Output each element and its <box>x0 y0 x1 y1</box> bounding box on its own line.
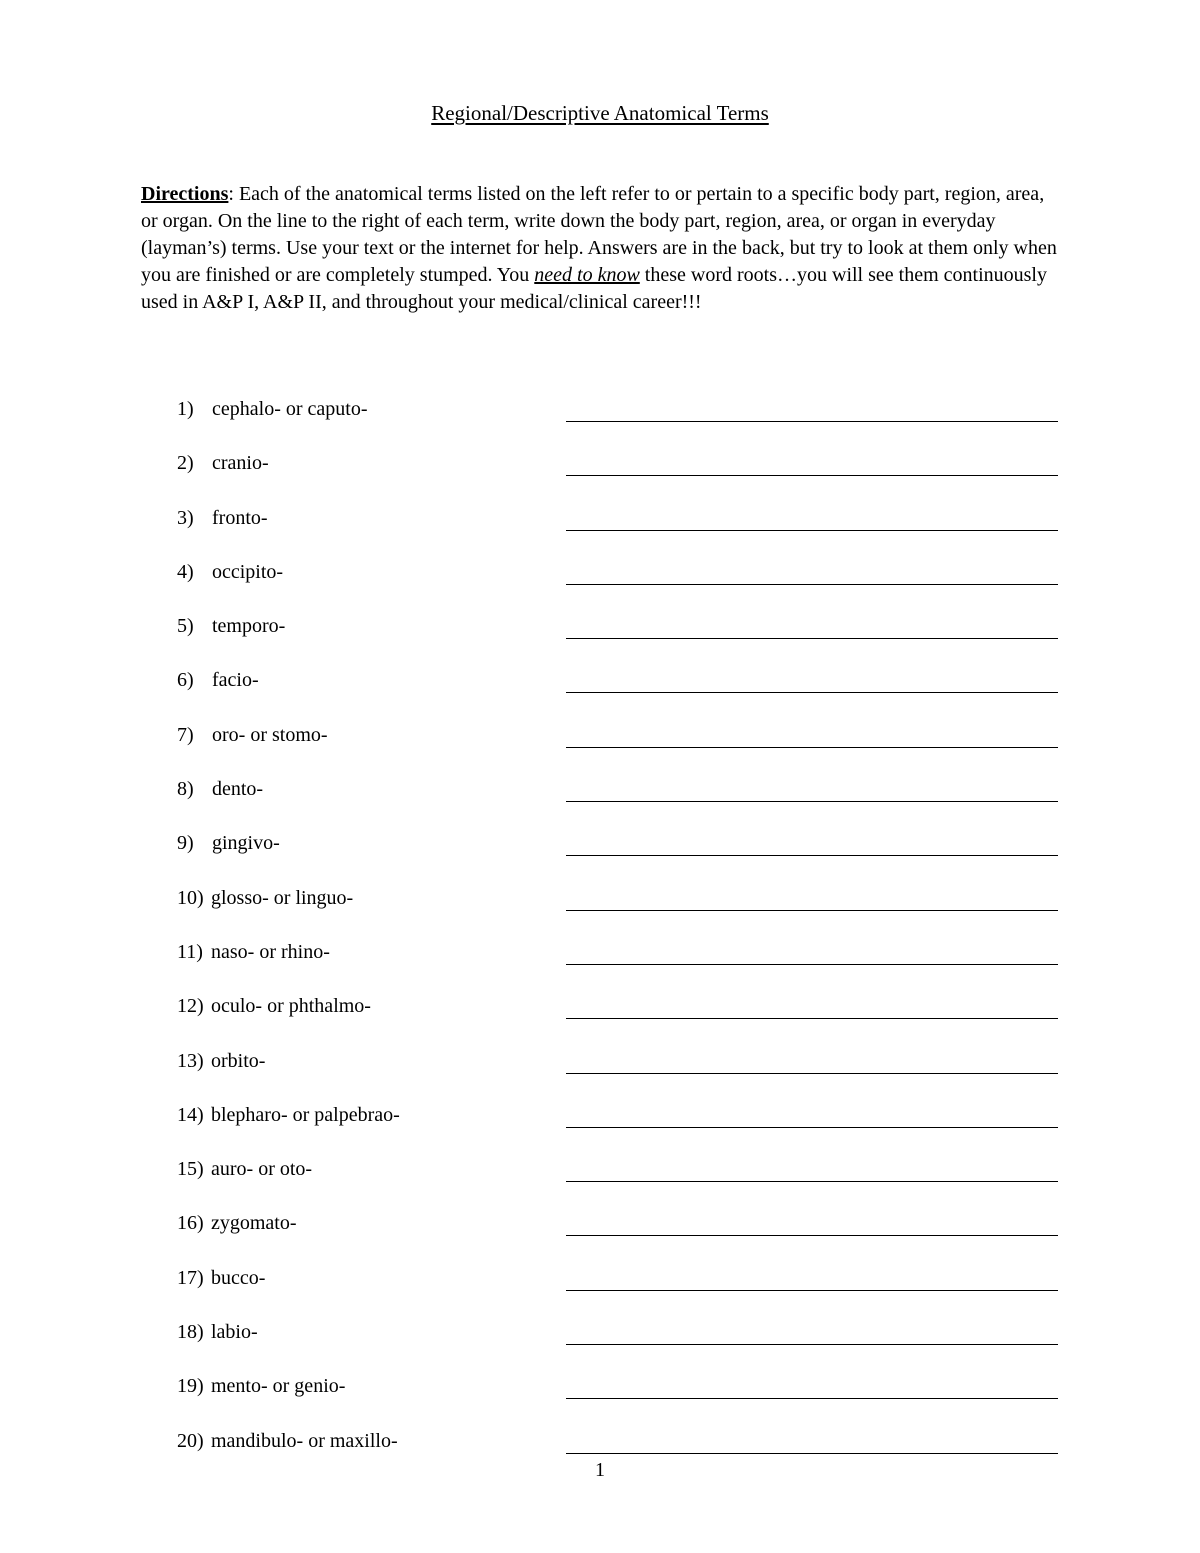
term-number: 5) <box>177 615 194 638</box>
answer-line[interactable] <box>566 1290 1058 1291</box>
term-number: 11) <box>177 940 203 963</box>
term-text: dento- <box>212 778 264 801</box>
answer-line[interactable] <box>566 910 1058 911</box>
term-number: 2) <box>177 452 194 475</box>
term-row <box>177 993 1067 1047</box>
term-row <box>177 559 1067 613</box>
directions-emphasis: need to know <box>534 264 640 286</box>
term-row <box>177 1265 1067 1319</box>
term-number: 6) <box>177 669 194 692</box>
term-text: occipito- <box>212 560 284 583</box>
answer-line[interactable] <box>566 421 1058 422</box>
term-row <box>177 667 1067 721</box>
answer-line[interactable] <box>566 801 1058 802</box>
term-text: mandibulo- or maxillo- <box>211 1429 398 1452</box>
term-number: 4) <box>177 560 194 583</box>
answer-line[interactable] <box>566 1453 1058 1454</box>
term-text: blepharo- or palpebrao- <box>211 1103 400 1126</box>
term-row <box>177 1102 1067 1156</box>
answer-line[interactable] <box>566 692 1058 693</box>
term-row <box>177 722 1067 776</box>
term-number: 9) <box>177 832 194 855</box>
term-number: 10) <box>177 886 204 909</box>
term-text: mento- or genio- <box>211 1375 346 1398</box>
terms-list <box>177 396 1067 1482</box>
term-row <box>177 830 1067 884</box>
directions-text-part2: these word roots…you will see them continuously used in A&P I, A&P II, and throughout your medical/clinical career!!! <box>141 264 1047 313</box>
term-row <box>177 505 1067 559</box>
term-row <box>177 450 1067 504</box>
term-text: oculo- or phthalmo- <box>211 995 371 1018</box>
term-row <box>177 396 1067 450</box>
term-text: cephalo- or caputo- <box>212 398 368 420</box>
term-text: temporo- <box>212 615 286 638</box>
term-text: naso- or rhino- <box>211 940 330 963</box>
directions-text-part1: : Each of the anatomical terms listed on the left refer to or pertain to a specific body part, region, area, or organ. On the line to the right of each term, write down the body part, region, area, or organ in everyday (layman’s) terms. Use your text or the internet for help. Answers are in the back, but try to look at them only when you are finished or are completely stumped. You <box>141 183 1057 286</box>
page-title: Regional/Descriptive Anatomical Terms <box>431 101 769 125</box>
term-number: 1) <box>177 398 194 420</box>
term-text: cranio- <box>212 452 269 475</box>
term-row <box>177 1156 1067 1210</box>
term-row <box>177 885 1067 939</box>
term-number: 13) <box>177 1049 204 1072</box>
term-row <box>177 1048 1067 1102</box>
answer-line[interactable] <box>566 964 1058 965</box>
answer-line[interactable] <box>566 638 1058 639</box>
term-number: 17) <box>177 1266 204 1289</box>
term-text: fronto- <box>212 506 268 529</box>
answer-line[interactable] <box>566 855 1058 856</box>
answer-line[interactable] <box>566 475 1058 476</box>
term-text: auro- or oto- <box>211 1158 313 1181</box>
answer-line[interactable] <box>566 584 1058 585</box>
term-number: 16) <box>177 1212 204 1235</box>
term-number: 20) <box>177 1429 204 1452</box>
term-row <box>177 613 1067 667</box>
term-text: bucco- <box>211 1266 266 1289</box>
term-text: labio- <box>211 1321 258 1344</box>
answer-line[interactable] <box>566 1018 1058 1019</box>
term-text: gingivo- <box>212 832 280 855</box>
answer-line[interactable] <box>566 1127 1058 1128</box>
term-text: oro- or stomo- <box>212 723 328 746</box>
term-number: 15) <box>177 1158 204 1181</box>
directions-label: Directions <box>141 183 229 205</box>
directions-paragraph <box>141 181 1061 316</box>
term-number: 18) <box>177 1321 204 1344</box>
term-row <box>177 776 1067 830</box>
term-text: zygomato- <box>211 1212 297 1235</box>
term-row <box>177 1373 1067 1427</box>
page-number: 1 <box>595 1459 605 1481</box>
term-number: 7) <box>177 723 194 746</box>
term-text: orbito- <box>211 1049 266 1072</box>
answer-line[interactable] <box>566 1181 1058 1182</box>
term-row <box>177 1210 1067 1264</box>
term-number: 12) <box>177 995 204 1018</box>
term-number: 3) <box>177 506 194 529</box>
term-row <box>177 1319 1067 1373</box>
term-text: glosso- or linguo- <box>211 886 354 909</box>
answer-line[interactable] <box>566 1073 1058 1074</box>
answer-line[interactable] <box>566 530 1058 531</box>
term-text: facio- <box>212 669 259 692</box>
term-number: 19) <box>177 1375 204 1398</box>
answer-line[interactable] <box>566 747 1058 748</box>
term-number: 8) <box>177 778 194 801</box>
answer-line[interactable] <box>566 1344 1058 1345</box>
term-row <box>177 939 1067 993</box>
term-number: 14) <box>177 1103 204 1126</box>
answer-line[interactable] <box>566 1398 1058 1399</box>
answer-line[interactable] <box>566 1235 1058 1236</box>
